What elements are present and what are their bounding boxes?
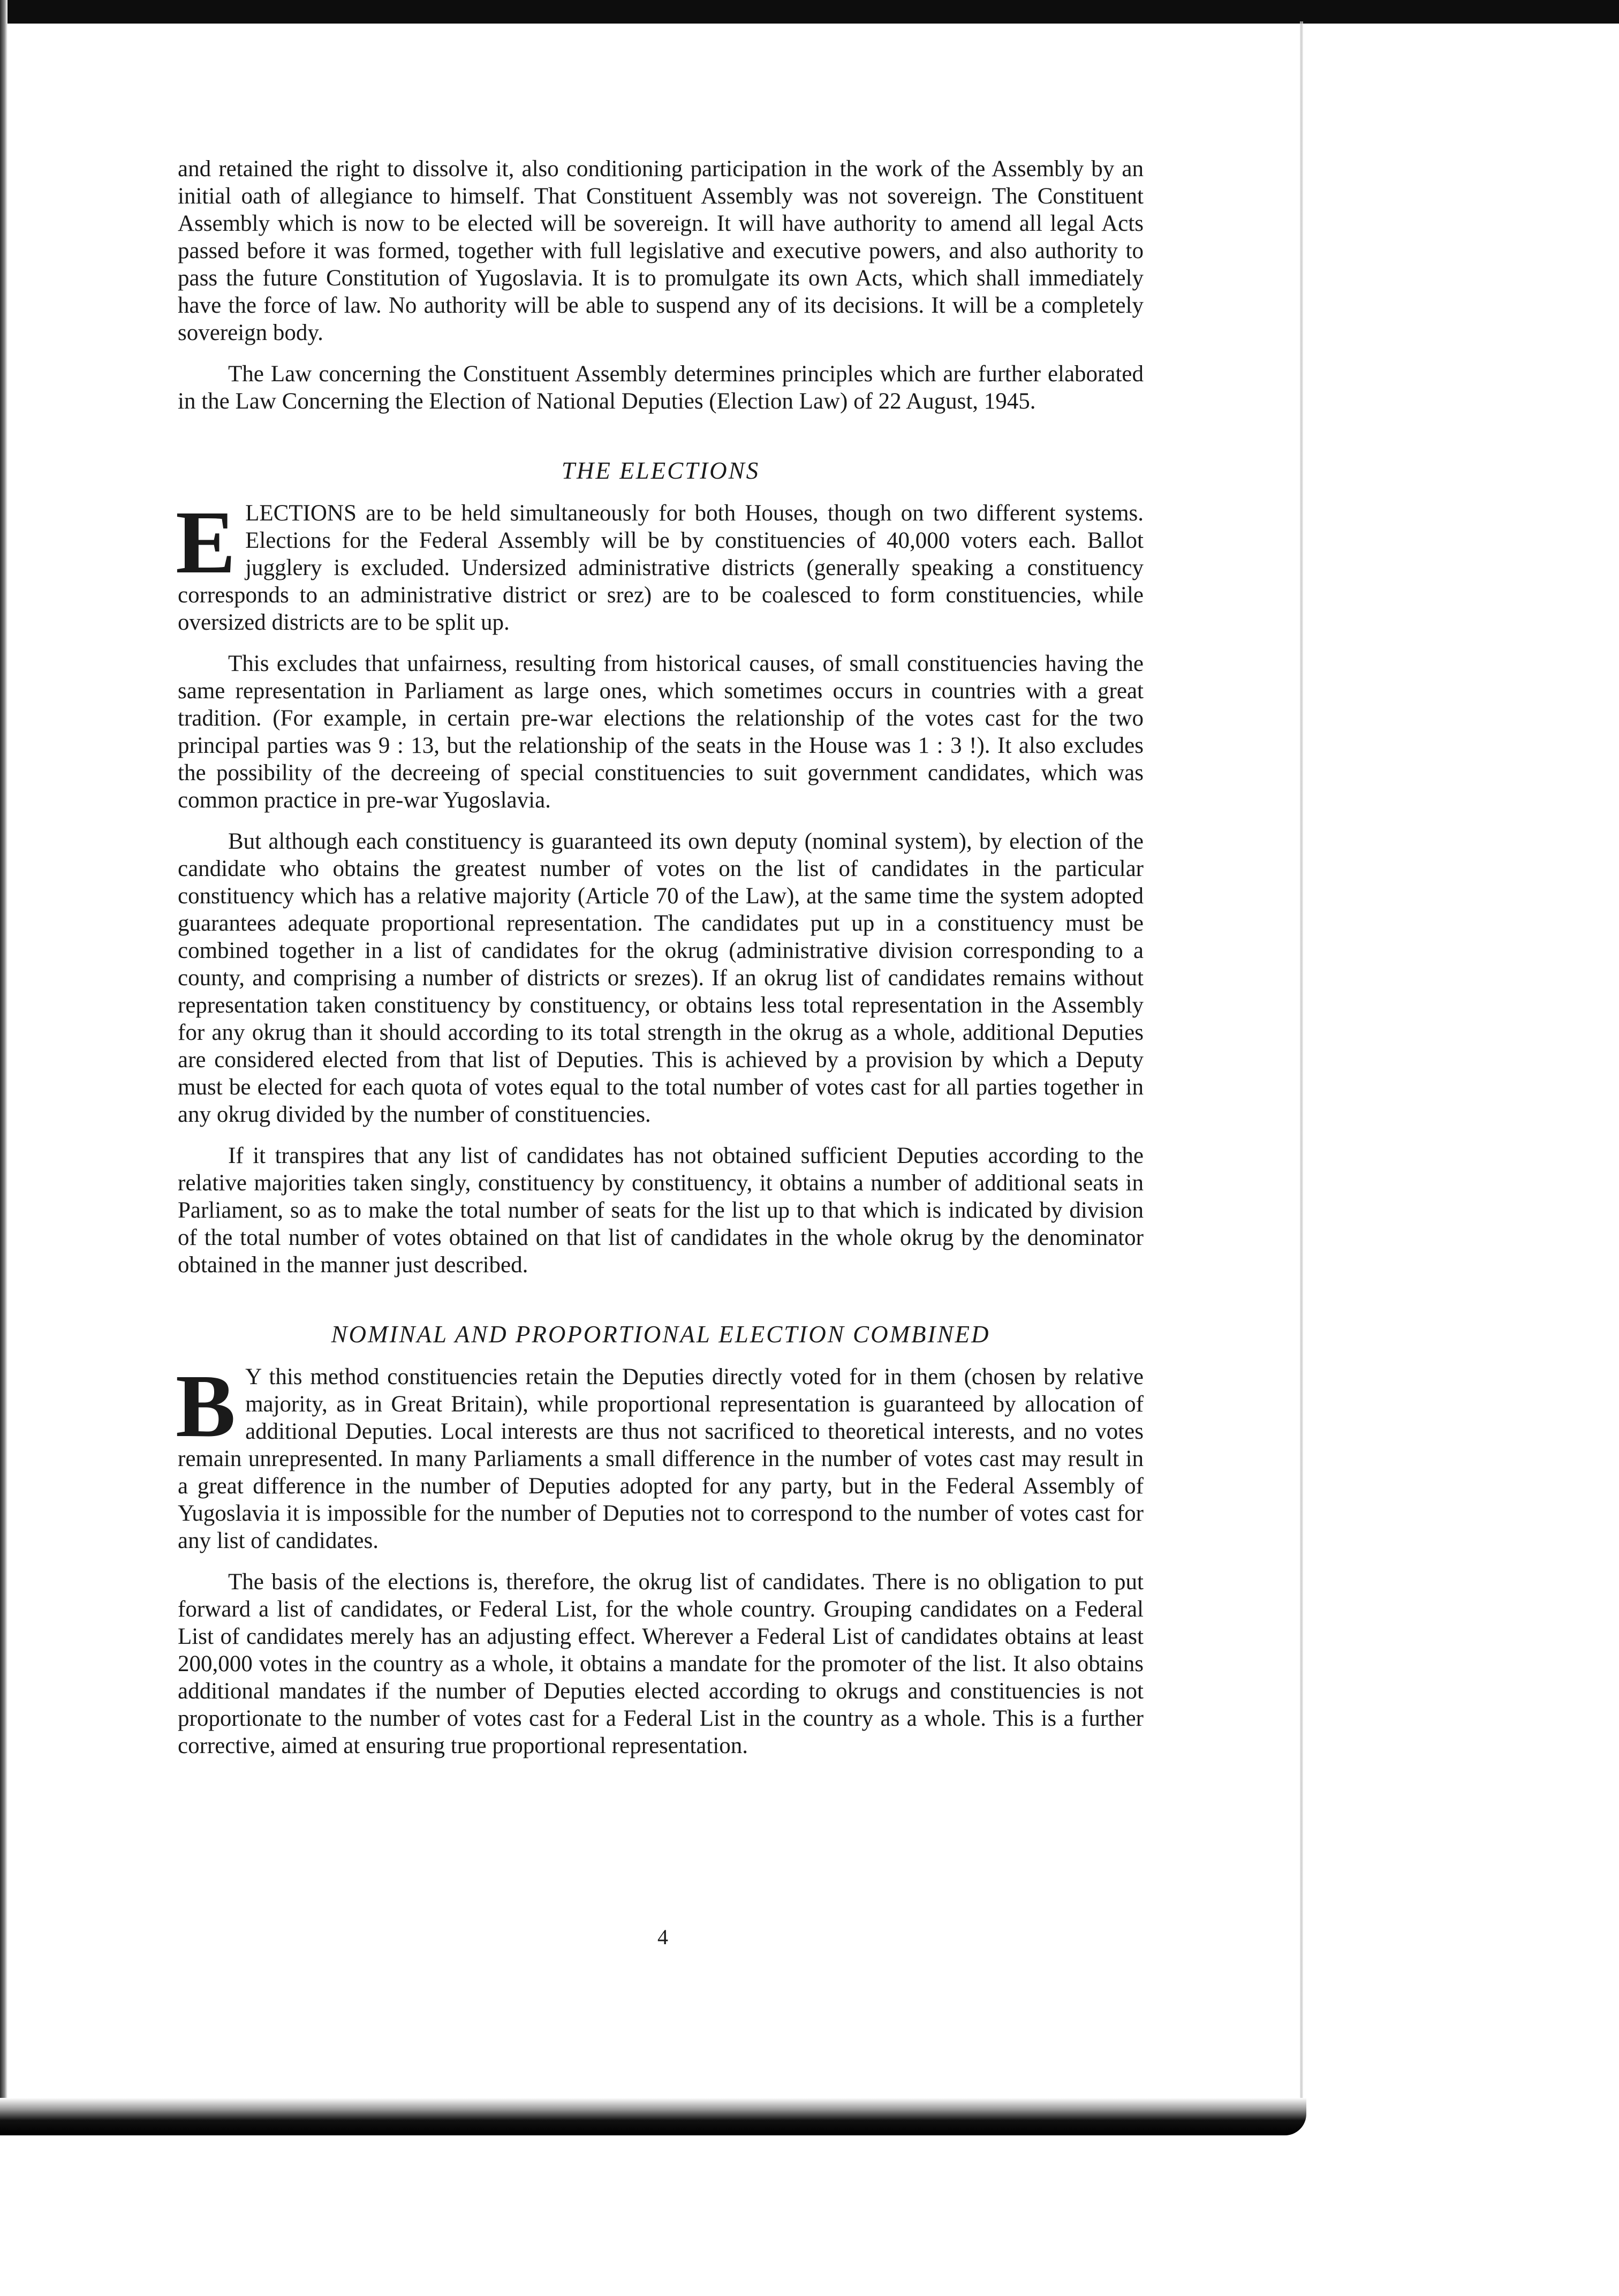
drop-cap-e: E xyxy=(176,493,236,592)
elections-paragraph-1: This excludes that unfairness, resulting from historical causes, of small constituencies having the same representation in Parliament as large ones, which sometimes occurs in countries with a great tradition. (For example, in certain pre-war elections the relationship of the votes cast for the two principal parties was 9 : 13, but the relationship of the seats in the House was 1 : 3 !). It also excludes the possibility of the decreeing of special constituencies to suit government candidates, which was common practice in pre-war Yugoslavia. xyxy=(178,651,1144,813)
scan-page-edge-right xyxy=(1300,21,1303,2110)
section-heading-nominal-proportional: NOMINAL AND PROPORTIONAL ELECTION COMBINED xyxy=(331,1321,990,1348)
nominal-lead-paragraph xyxy=(176,1356,1144,1554)
page-number: 4 xyxy=(657,1925,668,1949)
section-heading-elections: THE ELECTIONS xyxy=(561,457,760,484)
elections-paragraph-2: But although each constituency is guaranteed its own deputy (nominal system), by election of the candidate who obtains the greatest number of votes on the list of candidates in the particular constituency which has a relative majority (Article 70 of the Law), at the same time the system adopted guarantees adequate proportional representation. The candidates put up in a constituency must be combined together in a list of candidates for the okrug (administrative division corresponding to a county, and comprising a number of districts or srezes). If an okrug list of candidates remains without representation taken constituency by constituency, or obtains less total representation in the Assembly for any okrug than it should according to its total strength in the okrug as a whole, additional Deputies are considered elected from that list of Deputies. This is achieved by a provision by which a Deputy must be elected for each quota of votes equal to the total number of votes cast for all parties together in any okrug divided by the number of constituencies. xyxy=(178,829,1144,1127)
scan-border-left xyxy=(0,0,7,2296)
elections-paragraph-3: If it transpires that any list of candidates has not obtained sufficient Deputies according to the relative majorities taken singly, constituency by constituency, it obtains a number of additional seats in Parliament, so as to make the total number of seats for the list up to that which is indicated by division of the total number of votes obtained on that list of candidates in the whole okrug by the denominator obtained in the manner just described. xyxy=(178,1143,1144,1278)
nominal-paragraph-1: The basis of the elections is, therefore, the okrug list of candidates. There is no obligation to put forward a list of candidates, or Federal List, for the whole country. Grouping candidates on a Federal List of candidates merely has an adjusting effect. Wherever a Federal List of candidates obtains at least 200,000 votes in the country as a whole, it obtains a mandate for the promoter of the list. It also obtains additional mandates if the number of Deputies elected according to okrugs and constituencies is not proportionate to the number of votes cast for a Federal List in the country as a whole. This is a further corrective, aimed at ensuring true proportional representation. xyxy=(178,1569,1144,1758)
scan-border-bottom xyxy=(0,2098,1306,2135)
elections-lead-paragraph xyxy=(176,493,1144,636)
intro-paragraph-1: and retained the right to dissolve it, also conditioning participation in the work of the Assembly by an initial oath of allegiance to himself. That Constituent Assembly was not sovereign. The Constituent Assembly which is now to be elected will be sovereign. It will have authority to amend all legal Acts passed before it was formed, together with full legislative and executive powers, and also authority to pass the future Constitution of Yugoslavia. It is to promulgate its own Acts, which shall immediately have the force of law. No authority will be able to suspend any of its decisions. It will be a completely sovereign body. xyxy=(178,156,1144,345)
document-page xyxy=(178,155,1144,1773)
drop-cap-b: B xyxy=(176,1356,236,1456)
elections-lead-text: LECTIONS are to be held simultaneously for both Houses, though on two different systems. Elections for the Federal Assembly will be by constituencies of 40,000 voters each. Ballot jugglery is excluded. Undersized administrative districts (generally speaking a constituency corresponds to an administrative district or srez) are to be coalesced to form constituencies, while oversized districts are to be split up. xyxy=(178,501,1144,635)
scan-border-top xyxy=(0,0,1619,24)
intro-paragraph-2: The Law concerning the Constituent Assembly determines principles which are further elaborated in the Law Concerning the Election of National Deputies (Election Law) of 22 August, 1945. xyxy=(178,361,1144,414)
nominal-lead-text: Y this method constituencies retain the Deputies directly voted for in them (chosen by relative majority, as in Great Britain), while proportional representation is guaranteed by allocation of additional Deputies. Local interests are thus not sacrificed to theoretical interests, and no votes remain unrepresented. In many Parliaments a small difference in the number of votes cast may result in a great difference in the number of Deputies adopted for any party, but in the Federal Assembly of Yugoslavia it is impossible for the number of Deputies not to correspond to the number of votes cast for any list of candidates. xyxy=(178,1364,1144,1553)
scan-margin-bottom xyxy=(0,2135,1619,2296)
